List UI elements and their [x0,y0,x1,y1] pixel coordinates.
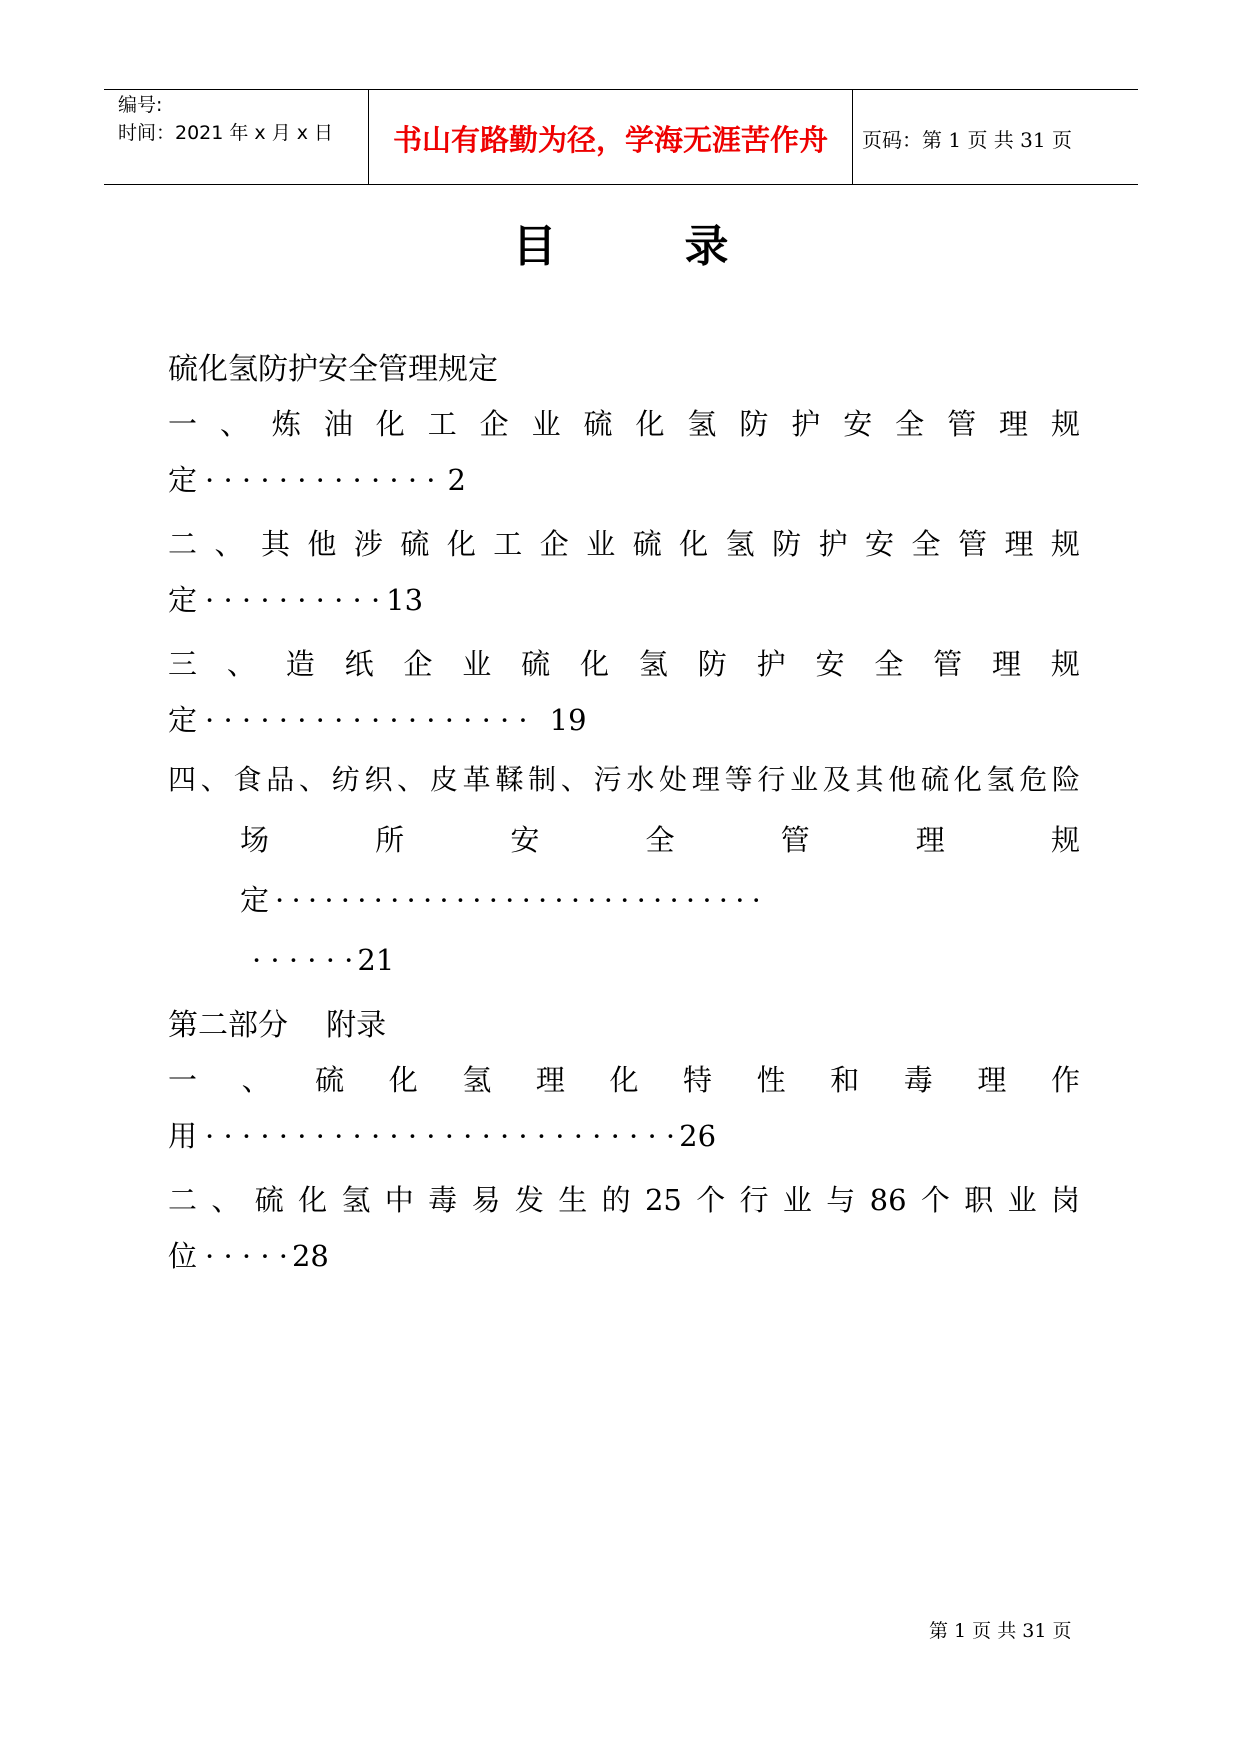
toc-item-5-char: 理 [535,1063,565,1097]
toc-item-3-char: 管 [933,647,963,681]
toc-item-4-char: 管 [780,823,810,857]
toc-item-1-leader[interactable] [168,460,466,500]
toc-item-4-char: 所 [375,823,405,857]
header-table [104,89,1138,185]
toc-item-1-char: 理 [999,407,1029,441]
toc-item-5-dots: · · · · · · · · · · · · · · · · · · · · · · · · · · [205,1119,676,1153]
toc-item-4-char: 全 [645,823,675,857]
header-left-cell [104,90,366,184]
toc-item-2-char: 化 [679,527,709,561]
toc-item-1-char: 一 [168,407,198,441]
toc-item-3-char: 化 [580,647,610,681]
toc-item-4-tail: 定 [240,883,270,917]
toc-item-1-char: 规 [1050,407,1080,441]
toc-item-5-char: 化 [388,1063,418,1097]
toc-item-4-page: 21 [357,943,395,977]
code-label: 编号: [118,94,163,116]
toc-item-6-dots: · · · · · [205,1239,288,1273]
toc-item-2-char: 他 [307,527,337,561]
toc-item-1-char: 工 [427,407,457,441]
toc-item-2-char: 硫 [400,527,430,561]
toc-item-1-char: 化 [375,407,405,441]
toc-item-3-page: 19 [549,703,587,737]
page-footer: 第 1 页 共 31 页 [929,1620,1072,1642]
toc-item-1-dots: · · · · · · · · · · · · · [205,463,436,497]
toc-item-3-char: 三 [168,647,198,681]
toc-item-2-char: 、 [214,527,244,561]
toc-item-6-page: 28 [291,1239,329,1273]
toc-item-5-char: 硫 [315,1063,345,1097]
toc-item-6-char: 易 [471,1183,501,1217]
toc-item-3-char: 纸 [344,647,374,681]
toc-item-6-char: 个 [696,1183,726,1217]
toc-item-3-char: 理 [992,647,1022,681]
toc-item-2-char: 其 [260,527,290,561]
motto-text: 书山有路勤为径，学海无涯苦作舟 [392,123,828,157]
toc-item-2-char: 理 [1004,527,1034,561]
toc-item-1-page: 2 [447,463,466,497]
toc-item-6-char: 个 [920,1183,950,1217]
toc-item-5-char: 一 [168,1063,198,1097]
toc-item-6-tail: 位 [168,1239,198,1273]
toc-item-4-dots2: · · · · · · [252,943,354,977]
toc-item-4-char: 安 [510,823,540,857]
toc-item-3-char: 规 [1050,647,1080,681]
toc-item-6-char: 、 [211,1183,241,1217]
toc-item-6-char: 行 [739,1183,769,1217]
toc-item-2-leader[interactable] [168,580,423,620]
toc-item-3-char: 护 [756,647,786,681]
toc-item-5-char: 毒 [903,1063,933,1097]
toc-item-5-char: 理 [977,1063,1007,1097]
header-page-cell [852,90,1138,184]
toc-item-1-char: 全 [895,407,925,441]
toc-item-3-char: 企 [403,647,433,681]
toc-item-2-char: 护 [818,527,848,561]
toc-item-1-char: 化 [635,407,665,441]
toc-item-5-char: 和 [830,1063,860,1097]
toc-item-6-char: 职 [964,1183,994,1217]
toc-item-1-char: 防 [739,407,769,441]
toc-item-6-char: 业 [1007,1183,1037,1217]
toc-item-1-char: 企 [479,407,509,441]
toc-item-4-line1: 四、食品、纺织、皮革鞣制、污水处理等行业及其他硫化氢危险 [168,763,1080,796]
toc-item-5-char: 作 [1050,1063,1080,1097]
toc-item-5-char: 、 [241,1063,271,1097]
toc-item-6-line [168,1180,1080,1220]
header-motto-cell [368,90,853,184]
toc-item-5-char: 氢 [462,1063,492,1097]
toc-item-1-char: 管 [947,407,977,441]
toc-item-3-char: 氢 [638,647,668,681]
toc-item-6-char: 25 [644,1183,682,1217]
toc-item-3-char: 造 [285,647,315,681]
toc-item-3-char: 、 [226,647,256,681]
toc-item-2-char: 防 [772,527,802,561]
toc-item-6-char: 与 [826,1183,856,1217]
toc-item-2-char: 企 [539,527,569,561]
toc-item-5-leader[interactable] [168,1116,716,1156]
toc-item-6-char: 生 [558,1183,588,1217]
part1-title: 硫化氢防护安全管理规定 [168,352,498,387]
toc-item-6-char: 岗 [1050,1183,1080,1217]
toc-item-1-line [168,404,1080,444]
toc-item-3-char: 防 [697,647,727,681]
toc-item-4-line2 [240,820,1080,860]
toc-item-4-char: 场 [240,823,270,857]
toc-item-2-char: 硫 [632,527,662,561]
part2-title: 第二部分 附录 [168,1008,387,1043]
toc-item-1-char: 氢 [687,407,717,441]
toc-item-5-tail: 用 [168,1119,198,1153]
toc-item-1-char: 炼 [271,407,301,441]
toc-item-6-char: 86 [869,1183,907,1217]
toc-item-1-tail: 定 [168,463,198,497]
toc-item-6-char: 二 [168,1183,198,1217]
toc-item-3-line [168,644,1080,684]
toc-item-2-char: 涉 [353,527,383,561]
toc-item-2-char: 管 [957,527,987,561]
toc-item-5-char: 性 [756,1063,786,1097]
toc-item-4-leader-cont[interactable] [252,940,394,980]
toc-item-2-char: 安 [865,527,895,561]
toc-item-4-char: 理 [915,823,945,857]
toc-item-6-char: 的 [601,1183,631,1217]
toc-item-3-char: 业 [462,647,492,681]
toc-item-5-line [168,1060,1080,1100]
toc-item-5-char: 化 [609,1063,639,1097]
toc-item-3-char: 安 [815,647,845,681]
toc-item-6-char: 中 [384,1183,414,1217]
page-title: 目录 [512,221,857,272]
toc-item-4-leader[interactable] [240,880,1080,920]
toc-item-2-char: 规 [1050,527,1080,561]
toc-item-6-char: 硫 [254,1183,284,1217]
toc-item-2-char: 业 [586,527,616,561]
toc-item-1-char: 业 [531,407,561,441]
toc-item-3-tail: 定 [168,703,198,737]
toc-item-1-char: 、 [219,407,249,441]
toc-item-4-char: 规 [1050,823,1080,857]
toc-item-2-char: 工 [493,527,523,561]
toc-item-1-char: 安 [843,407,873,441]
toc-item-2-line [168,524,1080,564]
page-code: 页码：第 1 页 共 31 页 [862,128,1072,152]
toc-item-6-char: 化 [298,1183,328,1217]
toc-item-2-char: 化 [446,527,476,561]
toc-item-2-char: 二 [168,527,198,561]
toc-item-2-dots: · · · · · · · · · · [205,583,381,617]
toc-item-6-leader[interactable] [168,1236,329,1276]
toc-item-1-char: 护 [791,407,821,441]
toc-item-5-page: 26 [679,1119,717,1153]
toc-item-5-char: 特 [683,1063,713,1097]
toc-item-6-char: 业 [782,1183,812,1217]
toc-item-3-char: 硫 [521,647,551,681]
toc-item-2-char: 氢 [725,527,755,561]
toc-item-1-char: 硫 [583,407,613,441]
toc-item-3-dots: · · · · · · · · · · · · · · · · · · [205,703,528,737]
time-label: 时间：2021 年 x 月 x 日 [118,122,334,144]
toc-item-6-char: 毒 [428,1183,458,1217]
toc-item-3-char: 全 [874,647,904,681]
toc-item-2-tail: 定 [168,583,198,617]
toc-item-1-char: 油 [323,407,353,441]
toc-item-4-dots1: · · · · · · · · · · · · · · · · · · · · · · · · · · · · · · [275,883,760,917]
toc-item-6-char: 氢 [341,1183,371,1217]
toc-item-3-leader[interactable] [168,700,587,740]
toc-item-2-page: 13 [386,583,424,617]
toc-item-2-char: 全 [911,527,941,561]
toc-item-6-char: 发 [514,1183,544,1217]
